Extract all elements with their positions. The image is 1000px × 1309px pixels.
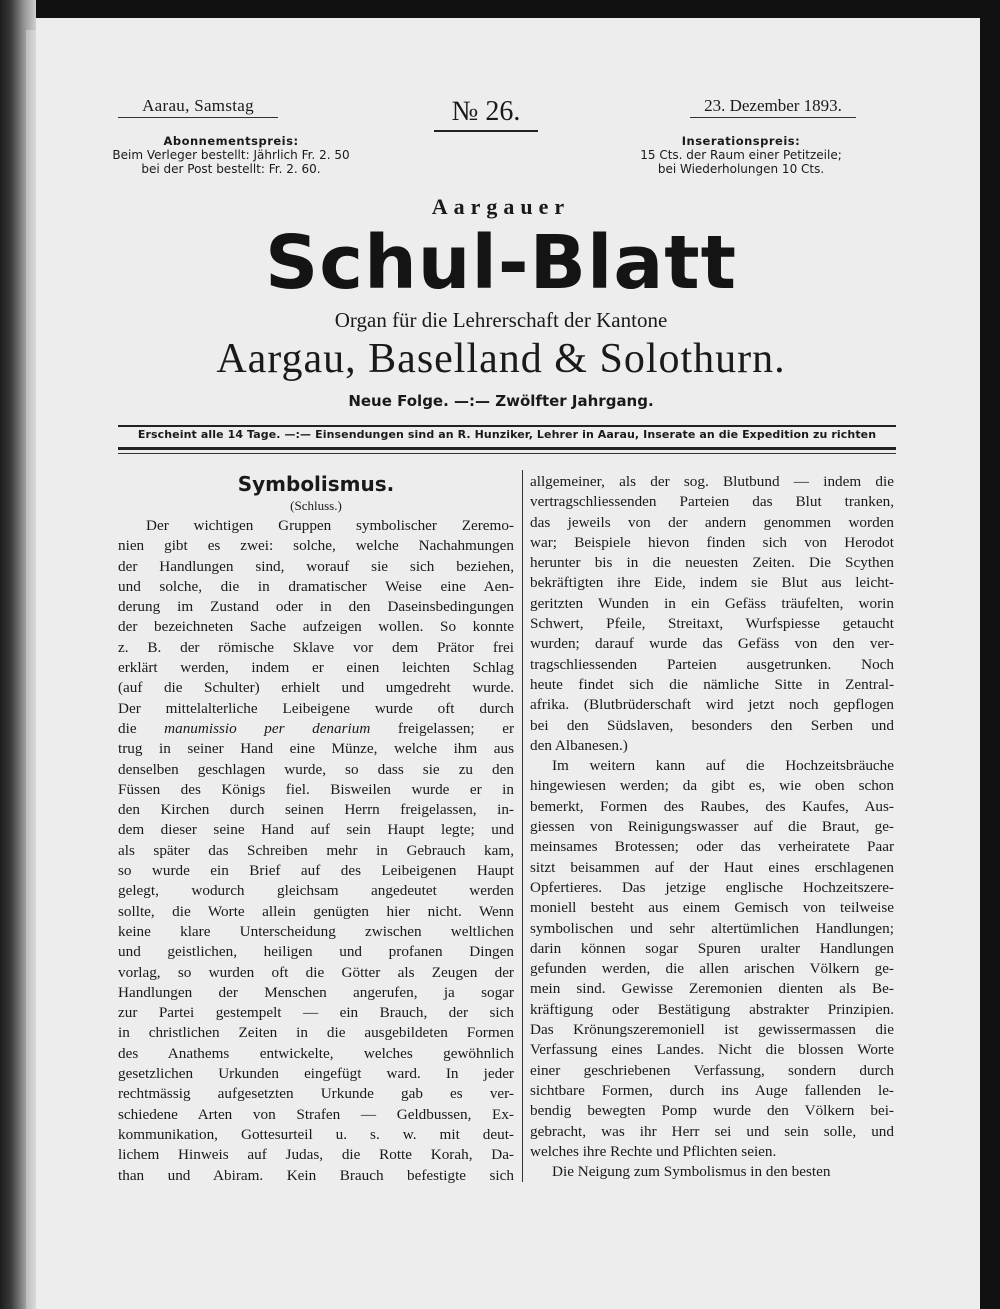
advert-price-line-1: 15 Cts. der Raum einer Petitzeile; bbox=[640, 148, 842, 162]
text-line: Verfassung eines Landes. Nicht die blossen Worte bbox=[530, 1041, 894, 1059]
article-heading: Symbolismus. bbox=[237, 472, 395, 496]
text-line: Im weitern kann auf die Hochzeitsbräuche bbox=[552, 757, 894, 775]
text-line: afrika. (Blutbrüderschaft wird jetzt noch gepflogen bbox=[530, 696, 894, 714]
text-line: Schwert, Pfeile, Streitaxt, Wurfspiesse getaucht bbox=[530, 615, 894, 633]
series-line: Neue Folge. —:— Zwölfter Jahrgang. bbox=[348, 392, 654, 410]
text-line: bemerkt, Formen des Raubes, des Kaufes, Aus- bbox=[530, 797, 894, 815]
cantons-line: Aargau, Baselland & Solothurn. bbox=[216, 336, 786, 382]
text-line: meinsames Brotessen; oder das verheiratete Paar bbox=[530, 838, 894, 856]
text-line: vorlag, so wurden oft die Götter als Zeugen der bbox=[118, 963, 514, 981]
text-line: sichtbare Formen, durch ins Auge fallenden le- bbox=[530, 1081, 894, 1099]
text-line: than und Abiram. Kein Brauch befestigte sich bbox=[118, 1166, 514, 1184]
text-line: zur Partei gestempelt — ein Brauch, der sich bbox=[118, 1004, 514, 1022]
left-column bbox=[118, 516, 514, 1186]
text-line: welches ihre Rechte und Pflichten seien. bbox=[530, 1142, 777, 1160]
text-line: gelegt, wodurch gleichsam angedeutet werden bbox=[118, 882, 514, 900]
text-line: denselben geschlagen wurde, so dass sie zu den bbox=[118, 760, 514, 778]
text-line: rechtmässig aufgesetzten Urkunde gab es ver- bbox=[118, 1085, 514, 1103]
text-line: kräftigung oder Bestätigung abstrakter Prinzipien. bbox=[530, 1000, 894, 1018]
text-line: und geistlichen, heiligen und profanen Dingen bbox=[118, 943, 514, 961]
newspaper-page bbox=[36, 18, 980, 1309]
text-line: nien gibt es zwei: solche, welche Nachahmungen bbox=[118, 537, 514, 555]
text-line: wurden; darauf wurde das Gefäss von den ver- bbox=[530, 635, 894, 653]
text-line: trug in seiner Hand eine Münze, welche ihm aus bbox=[118, 740, 514, 758]
text-line: so wurde ein Brief auf des Leibeigenen Haupt bbox=[118, 862, 514, 880]
advert-price-heading: Inserationspreis: bbox=[681, 134, 801, 148]
rule-thin bbox=[118, 453, 896, 454]
text-line: bekräftigten ihre Eide, indem sie Blut aus leicht- bbox=[530, 574, 894, 592]
text-line: vertragschliessenden Parteien das Blut tranken, bbox=[530, 493, 894, 511]
text-line: moniell besteht aus einem Gemisch von teilweise bbox=[530, 899, 894, 917]
text-line: als später das Schreiben mehr in Gebrauch kam, bbox=[118, 841, 514, 859]
text-line: gesetzlichen Urkunden eingefügt ward. In jeder bbox=[118, 1065, 514, 1083]
text-line: die manumissio per denarium freigelassen; er bbox=[118, 719, 514, 737]
advert-price-line-2: bei Wiederholungen 10 Cts. bbox=[657, 162, 825, 176]
subscription-line-2: bei der Post bestellt: Fr. 2. 60. bbox=[141, 162, 321, 176]
subscription-box bbox=[106, 134, 356, 176]
text-line: tragschliessenden Parteien ausgetrunken. Noch bbox=[530, 655, 894, 673]
issue-number: № 26. bbox=[434, 96, 538, 132]
text-line: Opfertieres. Das jetzige englische Hochzeitszere- bbox=[530, 878, 894, 896]
pre-title: Aargauer bbox=[431, 194, 571, 219]
text-line: darin können sogar Spuren uralter Handlungen bbox=[530, 939, 894, 957]
text-line: hingewiesen werden; da gibt es, wie oben schon bbox=[530, 777, 894, 795]
place-day: Aarau, Samstag bbox=[118, 96, 278, 118]
article-subheading: (Schluss.) bbox=[290, 498, 342, 513]
text-line: gefunden werden, die allen arischen Völkern ge- bbox=[530, 960, 894, 978]
text-line: derung im Zustand oder in den Daseinsbedingungen bbox=[118, 598, 514, 616]
text-line: gebracht, was ihr Herr sei und sein solle, und bbox=[530, 1122, 894, 1140]
text-line: keine klare Unterscheidung zwischen weltlichen bbox=[118, 922, 514, 940]
issue-date: 23. Dezember 1893. bbox=[690, 96, 856, 118]
masthead-title: Schul-Blatt bbox=[264, 220, 738, 306]
text-line: heute findet sich die nämliche Sitte in Zentral- bbox=[530, 675, 894, 693]
text-line: geritzten Wunden in ein Gefäss träufelten, worin bbox=[530, 594, 894, 612]
text-line: einer geschriebenen Verfassung, sondern durch bbox=[530, 1061, 894, 1079]
text-line: dem dieser seine Hand auf sein Haupt legte; und bbox=[118, 821, 514, 839]
text-line: (auf die Schulter) erhielt und umgedreht wurde. bbox=[118, 679, 514, 697]
text-line: den Albanesen.) bbox=[530, 736, 628, 754]
text-line: Das Krönungszeremoniell ist gewissermassen die bbox=[530, 1021, 894, 1039]
text-line: und solche, die in dramatischer Weise eine Aen- bbox=[118, 577, 514, 595]
text-line: Füssen des Königs fiel. Bisweilen wurde er in bbox=[118, 780, 514, 798]
subscription-line-1: Beim Verleger bestellt: Jährlich Fr. 2. 50 bbox=[112, 148, 350, 162]
text-line: allgemeiner, als der sog. Blutbund — indem die bbox=[530, 473, 894, 490]
text-line: des Anathems entwickelte, welches gewöhnlich bbox=[118, 1044, 514, 1062]
text-line: symbolischen und sehr altertümlichen Handlungen; bbox=[530, 919, 894, 937]
text-line: sollte, die Worte allein genügten hier nicht. Wenn bbox=[118, 902, 514, 920]
rule-thick bbox=[118, 447, 896, 450]
text-line: erklärt werden, indem er einen leichten Schlag bbox=[118, 659, 514, 677]
text-line: schiedene Arten von Strafen — Geldbussen, Ex- bbox=[118, 1105, 514, 1123]
text-line: giessen von Reinigungswasser auf die Braut, ge- bbox=[530, 818, 894, 836]
text-line: bendig bewegten Pomp wurde den Völkern bei- bbox=[530, 1102, 894, 1120]
organ-line: Organ für die Lehrerschaft der Kantone bbox=[334, 308, 668, 332]
text-line: das jeweils von der andern genommen worden bbox=[530, 513, 894, 531]
text-line: herunter bis in die neuesten Zeiten. Die Scythen bbox=[530, 554, 894, 572]
text-line: der Handlungen sind, worauf sie sich beziehen, bbox=[118, 557, 514, 575]
advert-price-box bbox=[616, 134, 866, 176]
column-separator bbox=[522, 470, 523, 1182]
subscription-heading: Abonnementspreis: bbox=[163, 134, 299, 148]
text-line: lichem Hinweis auf Judas, die Rotte Korah, Da- bbox=[118, 1146, 514, 1164]
text-line: bei den Südslaven, besonders den Serben und bbox=[530, 716, 894, 734]
text-line: z. B. der römische Sklave vor dem Prätor frei bbox=[118, 638, 514, 656]
text-line: Der mittelalterliche Leibeigene wurde oft durch bbox=[118, 699, 514, 717]
text-line: den Kirchen durch seinen Herrn freigelassen, in- bbox=[118, 801, 514, 819]
text-line: Der wichtigen Gruppen symbolischer Zeremo- bbox=[146, 517, 514, 534]
text-line: Die Neigung zum Symbolismus in den besten bbox=[552, 1163, 831, 1181]
publication-notice: Erscheint alle 14 Tage. —:— Einsendungen sind an R. Hunziker, Lehrer in Aarau, Inserate an die Expedition zu richten bbox=[137, 428, 877, 441]
right-column bbox=[530, 472, 894, 1182]
text-line: der bezeichneten Sache aufzeigen wollen. So konnte bbox=[118, 618, 514, 636]
text-line: in christlichen Zeiten in die ausgebildeten Formen bbox=[118, 1024, 514, 1042]
text-line: kommunikation, Gottesurteil u. s. w. mit deut- bbox=[118, 1125, 514, 1143]
text-line: Handlungen der Menschen angerufen, ja sogar bbox=[118, 983, 514, 1001]
rule-top bbox=[118, 425, 896, 427]
text-line: mein sind. Gewisse Zeremonien dienten als Be- bbox=[530, 980, 894, 998]
text-line: sitzt beisammen auf der Haut eines erschlagenen bbox=[530, 858, 894, 876]
text-line: war; Beispiele hievon finden sich von Herodot bbox=[530, 533, 894, 551]
